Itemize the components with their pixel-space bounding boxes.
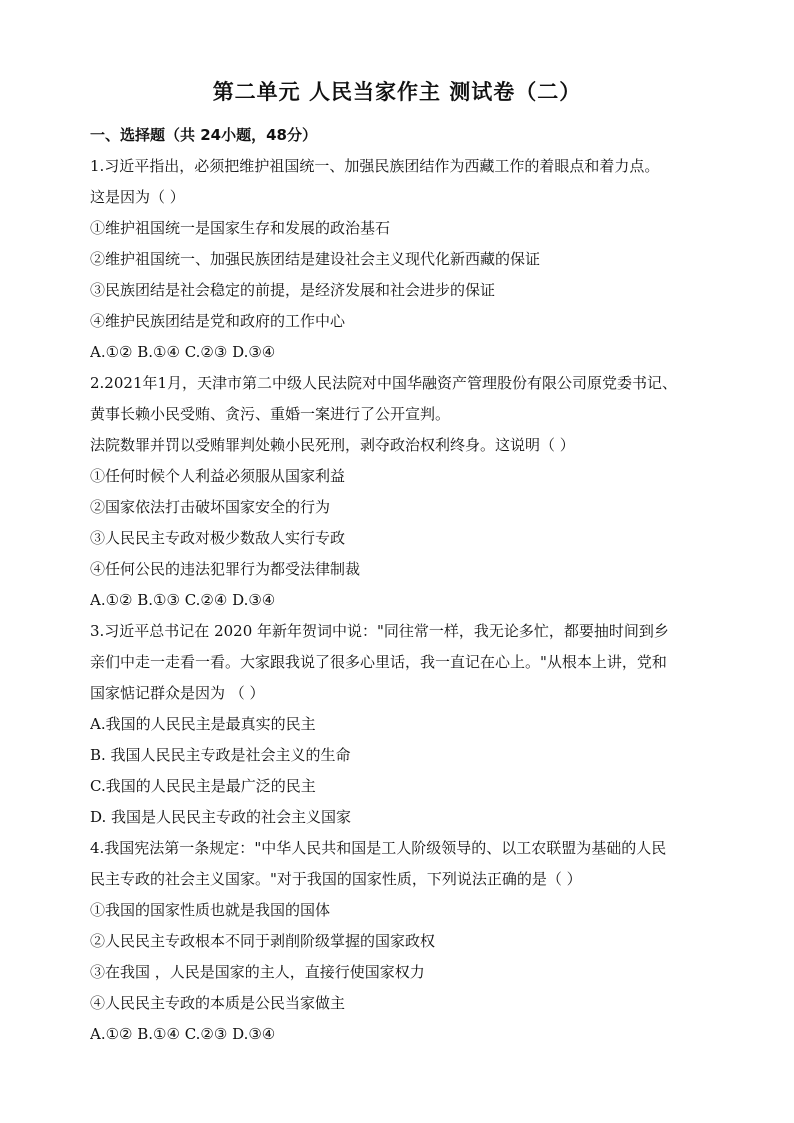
question-option: ③人民民主专政对极少数敌人实行专政: [90, 529, 346, 547]
answer-choices: A.①② B.①③ C.②④ D.③④: [90, 591, 276, 609]
question-option: A.我国的人民民主是最真实的民主: [90, 715, 316, 733]
question-stem-line: 亲们中走一走看一看。大家跟我说了很多心里话，我一直记在心上。"从根本上讲，党和: [90, 653, 667, 671]
question-3: [90, 616, 710, 833]
question-option: ②国家依法打击破坏国家安全的行为: [90, 498, 331, 516]
question-option: ③在我国 ，人民是国家的主人，直接行使国家权力: [90, 963, 425, 981]
question-stem-line: 2.2021年1月，天津市第二中级人民法院对中国华融资产管理股份有限公司原党委书记、: [90, 374, 678, 392]
question-option: B. 我国人民民主专政是社会主义的生命: [90, 746, 351, 764]
question-option: ①我国的国家性质也就是我国的国体: [90, 901, 331, 919]
page-title: 第二单元 人民当家作主 测试卷（二）: [212, 80, 582, 104]
question-option: ④人民民主专政的本质是公民当家做主: [90, 994, 346, 1012]
question-stem-line: 3.习近平总书记在 2020 年新年贺词中说："同往常一样，我无论多忙，都要抽时间到乡: [90, 622, 669, 640]
question-2: [90, 368, 710, 616]
question-stem-line: 4.我国宪法第一条规定："中华人民共和国是工人阶级领导的、以工农联盟为基础的人民: [90, 839, 667, 857]
section-heading: 一、选择题（共 24小题，48分）: [90, 126, 317, 144]
question-option: ④维护民族团结是党和政府的工作中心: [90, 312, 346, 330]
question-list: [90, 151, 710, 1050]
answer-choices: A.①② B.①④ C.②③ D.③④: [90, 343, 276, 361]
question-stem-line: 法院数罪并罚以受贿罪判处赖小民死刑，剥夺政治权利终身。这说明（ ）: [90, 436, 575, 454]
question-option: ①维护祖国统一是国家生存和发展的政治基石: [90, 219, 391, 237]
question-1: [90, 151, 710, 368]
question-option: ②人民民主专政根本不同于剥削阶级掌握的国家政权: [90, 932, 436, 950]
question-stem-line: 黄事长赖小民受贿、贪污、重婚一案进行了公开宣判。: [90, 405, 451, 423]
question-option: C.我国的人民民主是最广泛的民主: [90, 777, 316, 795]
question-stem-line: 1.习近平指出，必须把维护祖国统一、加强民族团结作为西藏工作的着眼点和着力点。: [90, 157, 660, 175]
question-stem-line: 这是因为（ ）: [90, 188, 185, 206]
question-option: ②维护祖国统一、加强民族团结是建设社会主义现代化新西藏的保证: [90, 250, 541, 268]
question-option: ①任何时候个人利益必须服从国家利益: [90, 467, 346, 485]
question-stem-line: 民主专政的社会主义国家。"对于我国的国家性质，下列说法正确的是（ ）: [90, 870, 582, 888]
answer-choices: A.①② B.①④ C.②③ D.③④: [90, 1025, 276, 1043]
question-stem-line: 国家惦记群众是因为 （ ）: [90, 684, 265, 702]
question-option: D. 我国是人民民主专政的社会主义国家: [90, 808, 352, 826]
question-4: [90, 833, 710, 1050]
question-option: ③民族团结是社会稳定的前提，是经济发展和社会进步的保证: [90, 281, 496, 299]
question-option: ④任何公民的违法犯罪行为都受法律制裁: [90, 560, 361, 578]
